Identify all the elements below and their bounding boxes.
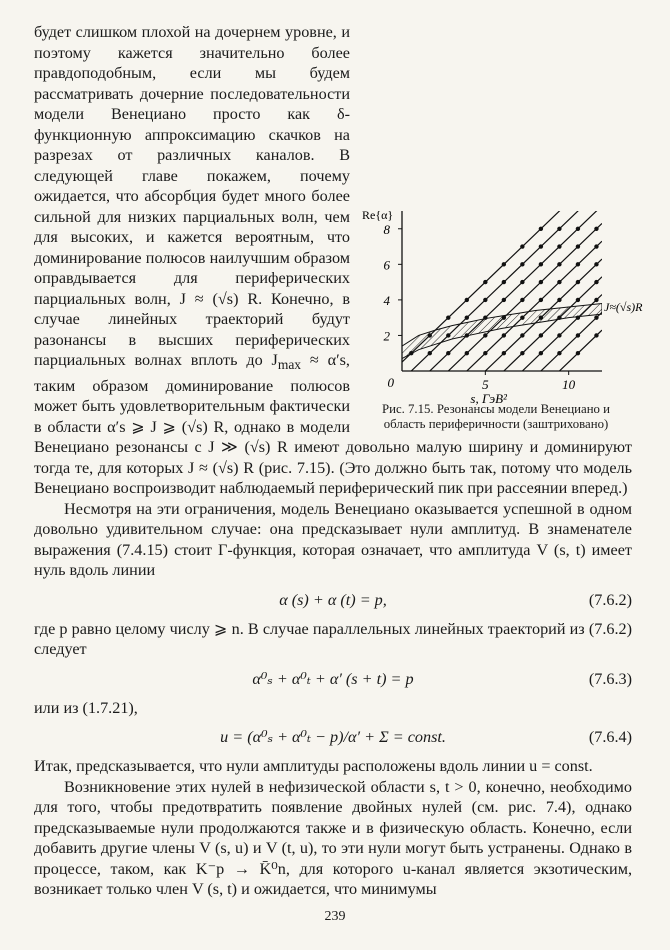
equation-body: u = (α⁰ₛ + α⁰ₜ − p)/α′ + Σ = const. [220,728,446,747]
figure-block [360,197,643,432]
resonance-point [576,315,580,319]
resonance-point [576,262,580,266]
resonance-point [594,280,598,284]
resonance-point [576,244,580,248]
resonance-point [483,333,487,337]
resonance-point [465,351,469,355]
trajectory-1 [402,188,602,380]
equation-1 [34,581,632,619]
resonance-point [520,333,524,337]
paragraph-6: Возникновение этих нулей в нефизической области s, t > 0, конечно, необходимо для того, чтобы предотвратить появление двойных нулей (см. рис. 7.4), однако предсказываемые нули продолжаются также и в физическую область. Конечно, если добавить другие члены V (s, u) и V (t, u), то эти нули могут быть устранены. Однако в процессе, таком, как K⁻p → K̄⁰n, для которого u-канал является экзотическим, возникает только член V (s, t) и ожидается, что минимумы [34,777,632,899]
resonance-point [539,315,543,319]
paragraph-2: Несмотря на эти ограничения, модель Венециано оказывается успешной в одном довольно удивительном случае: она предсказывает нули амплитуд. В знаменателе выражения (7.4.15) стоит Γ-функция, которая означает, что амплитуда V (s, t) имеет нуль вдоль линии [34,499,632,580]
resonance-point [483,298,487,302]
x-axis-label: s, ГэВ² [470,391,507,406]
resonance-point [520,298,524,302]
equation-body: α⁰ₛ + α⁰ₜ + α′ (s + t) = p [252,669,414,688]
equation-2 [34,660,632,698]
resonance-point [465,333,469,337]
trajectory-2 [402,206,602,398]
resonance-point [539,298,543,302]
resonance-point [465,315,469,319]
paragraph-1: будет слишком плохой на дочернем уровне, и поэтому кажется значительно более правдоподобным, если мы будем рассматривать дочерние последовательности модели Венециано просто как δ-функционную аппроксимацию скачков на разрезах от различных каналов. В следующей главе покажем, почему ожидается, что абсорбция будет много более сильной для низких парциальных волн, чем для высоких, и кажется вероятным, что доминирование полюсов наилучшим образом оправдывается для периферических парциальных волн, J ≈ (√s) R. Конечно, в случае линейных траекторий будут разонансы в высших периферических парциальных волнах вплоть до $J_{max} \approx \alpha's$, таким образом доминирование полюсов может быть удовлетворительным фактически в области α′s ⩾ J ⩾ (√s) R, однако в модели Венециано резонансы с J ≫ (√s) R имеют довольно малую ширину и доминируют тогда те, для которых J ≈ (√s) R (рис. 7.15). (Это должно быть так, потому что модель Венециано воспроизводит наблюдаемый периферический пик при рассеянии вперед.) [34,23,632,498]
equation-number: (7.6.2) [588,590,632,609]
resonance-point [520,262,524,266]
y-tick-label-3: 8 [383,221,390,237]
resonance-point [557,333,561,337]
resonance-point [502,351,506,355]
resonance-point [428,333,432,337]
resonance-point [557,351,561,355]
resonance-point [446,315,450,319]
equation-3 [34,718,632,756]
resonance-point [446,351,450,355]
equation-number: (7.6.3) [588,669,632,688]
resonance-point [557,262,561,266]
resonance-point [539,333,543,337]
paragraph-5: Итак, предсказывается, что нули амплитуды расположены вдоль линии u = const. [34,757,593,776]
resonance-point [576,333,580,337]
resonance-point [502,333,506,337]
resonance-point [483,280,487,284]
resonance-point [594,244,598,248]
resonance-point [539,244,543,248]
resonance-point [594,333,598,337]
equation-body: α (s) + α (t) = p, [279,590,387,609]
x-tick-label-0: 5 [482,377,489,392]
y-tick-label-0: 2 [383,328,390,344]
resonance-point [502,280,506,284]
trajectory-0 [402,170,602,362]
resonance-point [557,244,561,248]
resonance-point [520,351,524,355]
resonance-point [594,227,598,231]
x-tick-label-1: 10 [562,377,576,392]
paragraph-4: или из (1.7.21), [34,698,138,717]
y-axis-label: Re{α} [362,208,394,222]
page-content [34,22,643,900]
page-number: 239 [324,909,346,924]
resonance-point [557,298,561,302]
resonance-point [594,262,598,266]
resonance-point [576,298,580,302]
resonance-point [502,298,506,302]
resonance-point [576,351,580,355]
resonance-point [594,315,598,319]
resonance-point [557,227,561,231]
resonance-point [428,351,432,355]
resonance-point [557,280,561,284]
curve-label: J≈(√s)R [604,300,643,314]
equation-number: (7.6.4) [588,728,632,747]
paragraph-3: где p равно целому числу ⩾ n. В случае параллельных линейных траекторий из (7.6.2) следует [34,619,632,659]
resonance-point [483,351,487,355]
resonance-point [502,262,506,266]
origin-label: 0 [387,375,394,390]
resonance-point [557,315,561,319]
figure-7-15-chart [360,197,643,406]
resonance-point [465,298,469,302]
resonance-point [409,351,413,355]
y-tick-label-1: 4 [383,292,390,308]
resonance-point [520,244,524,248]
resonance-point [576,280,580,284]
resonance-point [539,227,543,231]
resonance-point [539,280,543,284]
y-tick-label-2: 6 [383,257,390,273]
resonance-point [446,333,450,337]
resonance-point [576,227,580,231]
figure-caption: Рис. 7.15. Резонансы модели Венециано и область периферичности (заштриховано) [381,402,611,431]
resonance-point [539,351,543,355]
resonance-point [520,280,524,284]
resonance-point [594,298,598,302]
resonance-point [502,315,506,319]
resonance-point [539,262,543,266]
resonance-point [520,315,524,319]
resonance-point [483,315,487,319]
